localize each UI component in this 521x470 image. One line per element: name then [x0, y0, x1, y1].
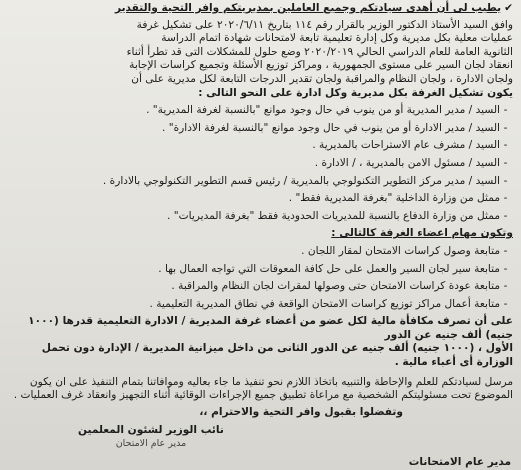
members-list [8, 104, 513, 223]
letter-header: ✔يطيب لى أن أهدى سيادتكم وجميع العاملين بمديريتكم وافر التحية والتقدير [114, 2, 513, 14]
reward-paragraph [8, 315, 513, 369]
paragraph-line: الأول ، (١٠٠٠ جنيه) ألف جنيه عن الدور الثانى من داخل ميزانية المديرية / الإدارة دون تحمل الوزارة أى أعباء مالية . [41, 342, 513, 369]
paragraph-line: مرسل لسيادتكم للعلم والإحاطة والتنبيه باتخاذ اللازم نحو تنفيذ ما جاء بعاليه وموافاتنا بتمام التنفيذ على ان يكون [29, 375, 513, 388]
list-item: -السيد / مدير المديرية أو من ينوب في حال وجود موانع "بالنسبة لغرفة المديرية" . [146, 104, 508, 117]
list-item: -السيد / مشرف عام الاستراحات بالمديرية . [312, 139, 508, 152]
tasks-list [8, 245, 513, 311]
closing-paragraph [8, 376, 513, 403]
list-item: -متابعة أعمال مراكز توزيع كراسات الامتحان الواقعة في نطاق المديرية التعليمية . [149, 297, 508, 310]
decision-paragraph [8, 19, 513, 101]
deputy-minister-signature [78, 424, 224, 450]
list-item: -السيد / مسئول الامن بالمديرية ، / الادارة . [314, 156, 508, 169]
list-item: -ممثل من وزارة الدفاع بالنسبة للمديريات الحدودية فقط "بغرفة المديريات" . [167, 209, 508, 222]
list-item: -متابعة وصول كراسات الامتحان لمقار اللجان . [301, 244, 508, 257]
deputy-title: نائب الوزير لشئون المعلمين [78, 424, 224, 436]
paragraph-line: وافق السيد الأستاذ الدكتور الوزير بالقرار رقم ١١٤ بتاريخ ٢٠٢٠/٦/١١ على تشكيل غرفة [136, 18, 513, 31]
director-title: مدير عام الامتحانات [408, 456, 511, 468]
check-mark-icon: ✔ [504, 2, 513, 14]
list-item: -السيد / مدير الادارة أو من ينوب في حال وجود موانع "بالنسبة لغرفة الادارة" . [161, 121, 508, 134]
tasks-title: وتكون مهام اعضاء الغرفة كالتالى : [331, 227, 513, 240]
list-item: -السيد / مدير مركز التطوير التكنولوجي بالمديرية / رئيس قسم التطوير التكنولوجي بالادارة . [102, 174, 508, 187]
paragraph-line: عمليات معلية بكل مديرية وكل إدارة تعليمية تابعة لامتحانات شهادة اتمام الدراسة [161, 32, 513, 45]
paragraph-line: الثانوية العامة للعام الدراسي الحالي ٢٠٢٠/٢٠١٩ وضع حلول للمشكلات التى قد تطرأ أثناء [126, 45, 513, 58]
signature-block [0, 422, 521, 470]
paragraph-line: الموضوع تحت مسئوليتكم الشخصية مع مراعاة تطبيق جميع الإجراءات الوقائية أثناء التجهيز وانعقاد غرف العمليات . [13, 389, 513, 402]
regards-line: وتفضلوا بقبول وافر التحية والاحترام ،، [199, 405, 403, 418]
deputy-subtitle: مدير عام الامتحان [115, 438, 187, 449]
paragraph-line: انعقاد لجان السير على مستوى الجمهورية ، ومراكز توزيع الأسئلة وتجميع كراسات الإجابة [129, 59, 513, 72]
paragraph-line: ولجان الادارة ، ولجان النظام والمراقبة ولجان تقدير الدرجات التابعة لكل مديرية على أن [131, 72, 513, 85]
list-item: -متابعة عودة كراسات الامتحان حتى وصولها لمقرات لجان النظام والمراقبة . [171, 280, 508, 293]
paragraph-line: يكون تشكيل الغرفة بكل مديرية وكل ادارة على النحو التالى : [198, 86, 513, 99]
list-item: -ممثل من وزارة الداخلية "بغرفة المديرية فقط" . [288, 192, 508, 205]
list-item: -متابعة سير لجان السير والعمل على حل كافة المعوقات التي تواجه العمال بها . [158, 262, 508, 275]
paragraph-line: على أن تصرف مكافأة مالية لكل عضو من أعضاء غرفة المديرية / الادارة التعليمية قدرها (١٠٠٠ جنيه) ألف جنيه عن الدور [28, 315, 513, 341]
